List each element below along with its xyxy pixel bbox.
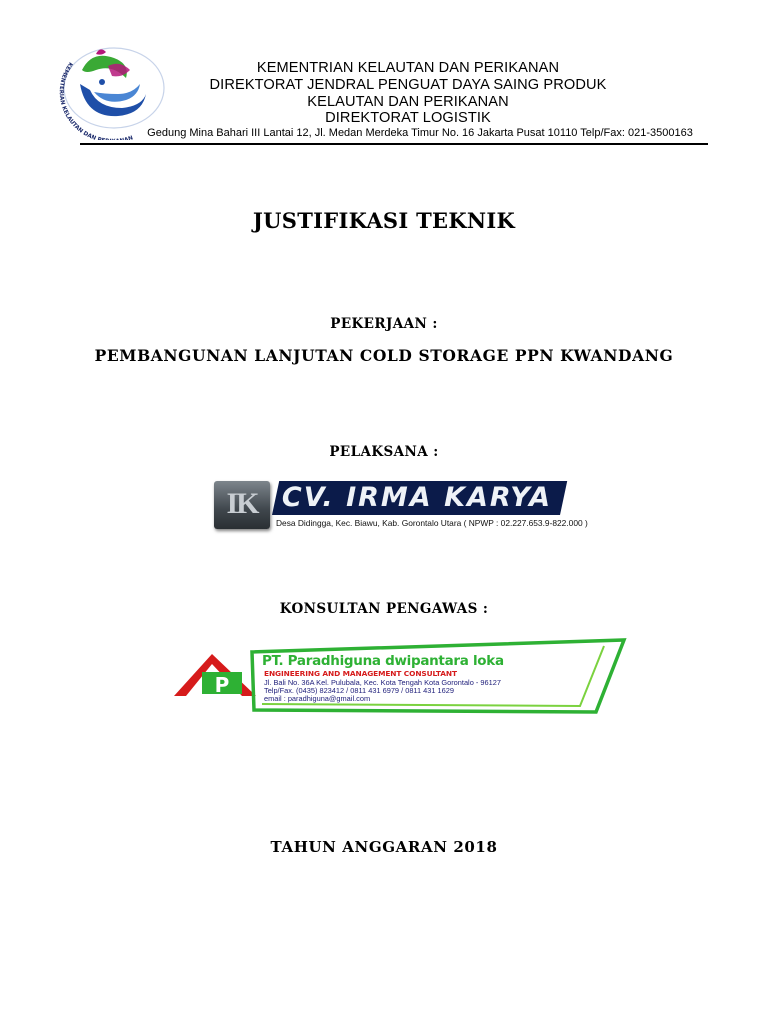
consultant-address: Jl. Bali No. 36A Kel. Pulubala, Kec. Kota Tengah Kota Gorontalo - 96127 [264,678,501,687]
consultant-label: KONSULTAN PENGAWAS : [279,601,489,617]
consultant-phone: Telp/Fax. (0435) 823412 / 0811 431 6979 / 0811 431 1629 [264,686,454,695]
header-divider [80,143,708,145]
executor-name: CV. IRMA KARYA [281,482,553,513]
executor-emblem-text: IK [226,487,258,520]
letterhead-directorate: DIREKTORAT LOGISTIK [325,110,491,126]
document-title: JUSTIFIKASI TEKNIK [252,208,516,233]
ministry-logo [56,44,166,140]
consultant-tagline: ENGINEERING AND MANAGEMENT CONSULTANT [264,669,457,678]
consultant-email: email : paradhiguna@gmail.com [264,694,371,703]
consultant-emblem [172,650,262,700]
job-label: PEKERJAAN : [330,316,438,332]
executor-logo [214,481,588,531]
letterhead-directorate-general: DIREKTORAT JENDRAL PENGUAT DAYA SAING PRODUK [209,77,607,93]
letterhead-ministry: KEMENTRIAN KELAUTAN DAN PERIKANAN [256,60,560,76]
job-title: PEMBANGUNAN LANJUTAN COLD STORAGE PPN KWANDANG [94,346,674,365]
consultant-logo [172,638,628,714]
fiscal-year: TAHUN ANGGARAN 2018 [270,838,498,856]
consultant-emblem-text: P [214,673,230,697]
letterhead-directorate-general-cont: KELAUTAN DAN PERIKANAN [307,94,509,110]
consultant-name: PT. Paradhiguna dwipantara loka [262,653,504,669]
executor-emblem [214,481,270,529]
executor-address: Desa Didingga, Kec. Biawu, Kab. Gorontalo Utara ( NPWP : 02.227.653.9-822.000 ) [276,518,588,528]
ministry-logo-arc-text: KEMENTERIAN KELAUTAN DAN N [57,60,134,140]
executor-label: PELAKSANA : [329,444,439,460]
letterhead-address: Gedung Mina Bahari III Lantai 12, Jl. Medan Merdeka Timur No. 16 Jakarta Pusat 10110 Telp/Fax: 021-3500163 [147,127,693,139]
